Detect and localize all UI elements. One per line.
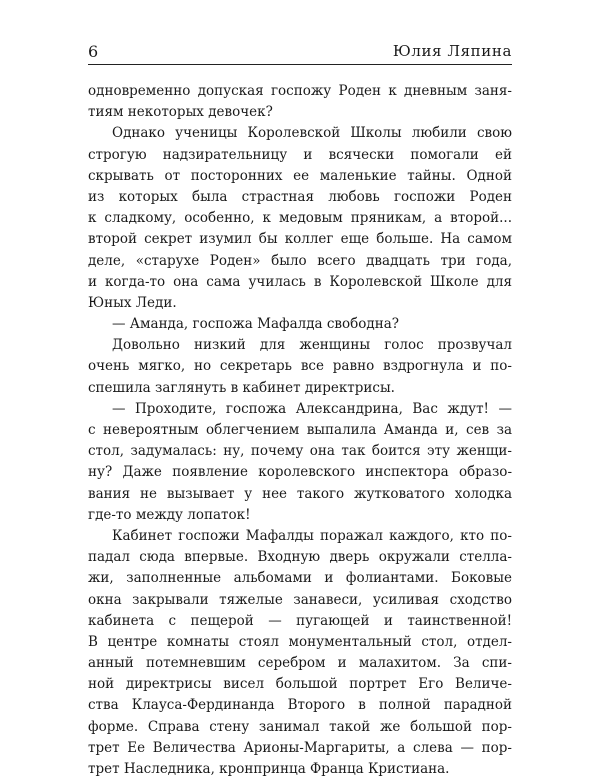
text-line: Кабинет госпожи Мафалды поражал каждого, кто по-: [112, 527, 512, 544]
page-number: 6: [88, 42, 99, 61]
text-line: окна закрывали тяжелые занавеси, усиливая сходство: [88, 591, 512, 608]
text-line: стол, задумалась: ну, почему она так боится эту женщи-: [88, 443, 512, 460]
text-line: и когда-то она сама училась в Королевской Школе для: [88, 273, 512, 290]
body-text: [88, 81, 512, 780]
text-line: кабинета с пещерой — пугающей и таинственной!: [88, 612, 512, 629]
text-line: из которых была страстная любовь госпожи Роден: [88, 188, 512, 205]
text-line: второй секрет изумил бы коллег еще больше. На самом: [88, 231, 512, 248]
text-line: ства Клауса-Фердинанда Второго в полной парадной: [88, 697, 512, 714]
text-line: ной директрисы висел большой портрет Его Величе-: [88, 676, 512, 693]
text-line: Довольно низкий для женщины голос прозвучал: [112, 337, 512, 354]
text-line: трет Ее Величества Арионы-Маргариты, а слева — пор-: [88, 739, 512, 756]
text-line: деле, «старухе Роден» было всего двадцать три года,: [88, 252, 512, 269]
text-line: строгую надзирательницу и всячески помогали ей: [88, 146, 512, 163]
text-line: падал сюда впервые. Входную дверь окружали стелла-: [88, 549, 512, 566]
text-line: с невероятным облегчением выпалила Аманда и, сев за: [88, 422, 512, 438]
dialogue-line: — Аманда, госпожа Мафалда свободна?: [112, 316, 400, 333]
text-line: одновременно допуская госпожу Роден к дневным заня-: [88, 83, 512, 99]
text-line: Однако ученицы Королевской Школы любили свою: [112, 125, 512, 142]
text-line: жи, заполненные альбомами и фолиантами. Боковые: [88, 570, 512, 587]
text-line: трет Наследника, кронпринца Франца Кристиана.: [88, 761, 450, 777]
text-line: где-то между лопаток!: [88, 506, 251, 523]
text-line: Юных Леди.: [88, 294, 177, 311]
dialogue-line: — Проходите, госпожа Александрина, Вас ждут! —: [112, 400, 512, 417]
text-line: спешила заглянуть в кабинет директрисы.: [88, 379, 395, 396]
running-title: Юлия Ляпина: [392, 42, 512, 60]
text-line: вания не вызывает у нее такого жутковатого холодка: [88, 485, 512, 502]
running-header: [88, 40, 512, 65]
text-line: В центре комнаты стоял монументальный стол, отдел-: [88, 633, 512, 650]
text-line: ну? Даже появление королевского инспектора образо-: [88, 464, 512, 481]
text-line: скрывать от посторонних ее маленькие тайны. Одной: [88, 167, 512, 184]
text-line: тиям некоторых девочек?: [88, 104, 273, 121]
text-line: анный потемневшим серебром и малахитом. За спи-: [88, 655, 512, 672]
text-line: форме. Справа стену занимал такой же большой пор-: [88, 718, 512, 735]
text-line: к сладкому, особенно, к медовым пряникам, а второй...: [88, 210, 512, 227]
text-line: очень мягко, но секретарь все равно вздрогнула и по-: [88, 358, 512, 375]
